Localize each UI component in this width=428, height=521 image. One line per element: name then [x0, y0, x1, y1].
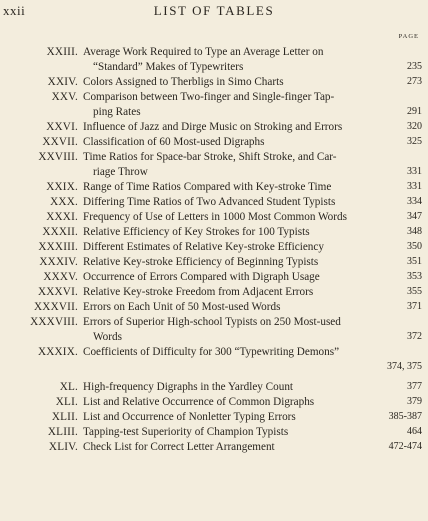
list-item: [0, 410, 428, 425]
table-title-line: Errors of Superior High-school Typists on 250 Most-used: [83, 316, 341, 328]
page-number: 353: [407, 271, 422, 282]
table-number: XLII.: [51, 411, 78, 423]
table-number: XXXI.: [46, 211, 78, 223]
page-number: 372: [407, 330, 422, 342]
running-title: LIST OF TABLES: [153, 3, 275, 18]
page-number: 355: [407, 286, 422, 297]
table-title: [83, 425, 390, 440]
table-number: XXXIII.: [38, 241, 78, 253]
table-title-line: List and Occurrence of Nonletter Typing Errors: [83, 411, 296, 423]
page-number: 351: [407, 256, 422, 267]
table-number: XLIII.: [47, 426, 78, 438]
table-title-line: ping Rates: [93, 105, 141, 118]
table-title-line: Check List for Correct Letter Arrangement: [83, 441, 275, 453]
list-item: [0, 135, 428, 150]
page-number: 325: [407, 136, 422, 147]
list-item: [0, 195, 428, 210]
table-number: XXVI.: [46, 121, 78, 133]
table-title-line: Relative Key-stroke Freedom from Adjacent Errors: [83, 286, 314, 298]
page-number: 347: [407, 211, 422, 222]
table-title: [83, 300, 390, 315]
page-number: 385-387: [388, 411, 422, 422]
list-item: [0, 300, 428, 315]
list-item: [0, 380, 428, 395]
page-number: 374, 375: [387, 360, 422, 372]
list-item: [0, 150, 428, 180]
table-title-line: Tapping-test Superiority of Champion Typists: [83, 426, 289, 438]
table-number: XXXVII.: [34, 301, 78, 313]
table-number: XXVIII.: [38, 151, 78, 163]
table-title: [83, 210, 390, 225]
list-item: [0, 315, 428, 345]
table-number: XXXVIII.: [30, 316, 78, 328]
page-number: 320: [407, 121, 422, 132]
table-title-line: High-frequency Digraphs in the Yardley Count: [83, 381, 294, 393]
table-number: XLIV.: [48, 441, 78, 453]
table-title: [83, 270, 390, 285]
page-column-label: PAGE: [398, 33, 419, 40]
table-title: [83, 440, 390, 455]
table-number: XXXV.: [43, 271, 78, 283]
list-item: [0, 225, 428, 240]
table-title: [83, 395, 390, 410]
table-title-line: Different Estimates of Relative Key-stroke Efficiency: [83, 241, 324, 253]
table-title-line: Average Work Required to Type an Average Letter on: [83, 46, 324, 58]
page-number: 273: [407, 76, 422, 87]
table-number: XXXVI.: [37, 286, 78, 298]
table-title-line: List and Relative Occurrence of Common Digraphs: [83, 396, 315, 408]
table-number: XXIV.: [47, 76, 78, 88]
table-title: [83, 345, 390, 360]
list-item: [0, 270, 428, 285]
list-item: [0, 345, 428, 372]
table-title-line: “Standard” Makes of Typewriters: [93, 60, 244, 73]
table-title: [83, 75, 390, 90]
table-title: [83, 90, 390, 120]
table-title-line: Colors Assigned to Therbligs in Simo Charts: [83, 76, 284, 88]
table-title-line: Occurrence of Errors Compared with Digraph Usage: [83, 271, 320, 283]
page-number: 291: [407, 105, 422, 117]
list-item: [0, 90, 428, 120]
table-number: XXXIX.: [37, 346, 78, 358]
table-title: [83, 285, 390, 300]
table-title-line: riage Throw: [93, 165, 148, 178]
list-item: [0, 210, 428, 225]
table-title-line: Classification of 60 Most-used Digraphs: [83, 136, 265, 148]
table-number: XXIII.: [46, 46, 78, 58]
table-title: [83, 410, 390, 425]
list-item: [0, 45, 428, 75]
list-item: [0, 240, 428, 255]
page-folio: xxii: [3, 3, 26, 18]
page-number: 331: [407, 165, 422, 177]
page-header: [0, 3, 428, 21]
page-number: 371: [407, 301, 422, 312]
page-number: 348: [407, 226, 422, 237]
list-item: [0, 120, 428, 135]
page-number: 377: [407, 381, 422, 392]
table-number: XLI.: [55, 396, 78, 408]
table-title: [83, 240, 390, 255]
table-title-line: Range of Time Ratios Compared with Key-stroke Time: [83, 181, 332, 193]
page-number: 331: [407, 181, 422, 192]
list-item: [0, 285, 428, 300]
list-item: [0, 425, 428, 440]
table-title: [83, 120, 390, 135]
table-number: XXXII.: [42, 226, 78, 238]
list-item: [0, 180, 428, 195]
table-title-line: Influence of Jazz and Dirge Music on Stroking and Errors: [83, 121, 343, 133]
table-title: [83, 315, 390, 345]
table-title: [83, 195, 390, 210]
list-item: [0, 395, 428, 410]
table-number: XXV.: [51, 91, 78, 103]
table-number: XXVII.: [42, 136, 78, 148]
table-title: [83, 180, 390, 195]
table-title-line: Frequency of Use of Letters in 1000 Most Common Words: [83, 211, 347, 223]
page-number: 350: [407, 241, 422, 252]
table-title: [83, 150, 390, 180]
table-title-line: Errors on Each Unit of 50 Most-used Words: [83, 301, 281, 313]
list-item: [0, 255, 428, 270]
page-number: 464: [407, 426, 422, 437]
table-title-line: Differing Time Ratios of Two Advanced Student Typists: [83, 196, 336, 208]
table-title-line: Comparison between Two-finger and Single-finger Tap-: [83, 91, 335, 103]
table-title: [83, 380, 390, 395]
table-number: XXIX.: [46, 181, 78, 193]
table-title-line: Coefficients of Difficulty for 300 “Typewriting Demons”: [83, 346, 340, 358]
table-title-line: Words: [93, 330, 122, 343]
table-title-line: Relative Key-stroke Efficiency of Beginning Typists: [83, 256, 319, 268]
table-title: [83, 255, 390, 270]
table-number: XXX.: [50, 196, 78, 208]
table-number: XL.: [59, 381, 78, 393]
page-number: 235: [407, 60, 422, 72]
table-title: [83, 45, 390, 75]
page-number: 334: [407, 196, 422, 207]
list-item: [0, 440, 428, 455]
table-title-line: Time Ratios for Space-bar Stroke, Shift Stroke, and Car-: [83, 151, 337, 163]
table-title: [83, 225, 390, 240]
page-number: 379: [407, 396, 422, 407]
table-title: [83, 135, 390, 150]
table-title-line: Relative Efficiency of Key Strokes for 100 Typists: [83, 226, 310, 238]
table-number: XXXIV.: [39, 256, 78, 268]
list-item: [0, 75, 428, 90]
page-number: 472-474: [388, 441, 422, 452]
